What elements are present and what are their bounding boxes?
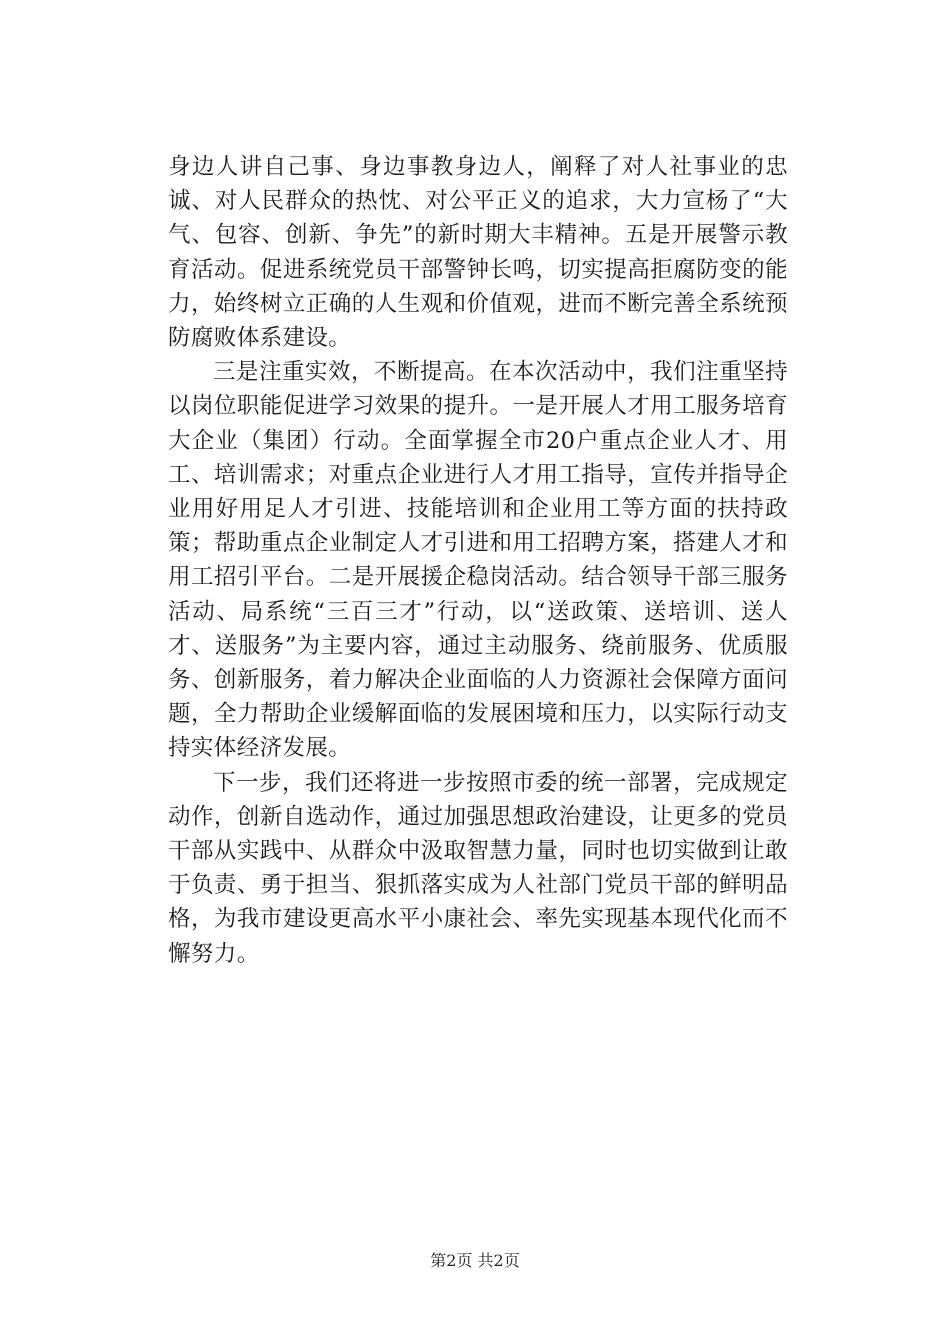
paragraph-continuation: 身边人讲自己事、身边事教身边人，阐释了对人社事业的忠诚、对人民群众的热忱、对公平正义的追求，大力宣杨了“大气、包容、创新、争先”的新时期大丰精神。五是开展警示教育活动。促进系统党员干部警钟长鸣，切实提高拒腐防变的能力，始终树立正确的人生观和价值观，进而不断完善全系统预防腐败体系建设。 bbox=[168, 154, 788, 352]
document-body bbox=[168, 150, 788, 971]
paragraph-section-three: 三是注重实效，不断提高。在本次活动中，我们注重坚持以岗位职能促进学习效果的提升。一是开展人才用工服务培育大企业（集团）行动。全面掌握全市20户重点企业人才、用工、培训需求；对重点企业进行人才用工指导，宣传并指导企业用好用足人才引进、技能培训和企业用工等方面的扶持政策；帮助重点企业制定人才引进和用工招聘方案，搭建人才和用工招引平台。二是开展援企稳岗活动。结合领导干部三服务活动、局系统“三百三才”行动，以“送政策、送培训、送人才、送服务”为主要内容，通过主动服务、绕前服务、优质服务、创新服务，着力解决企业面临的人力资源社会保障方面问题，全力帮助企业缓解面临的发展困境和压力，以实际行动支持实体经济发展。 bbox=[168, 359, 788, 762]
page-number-footer: 第2页 共2页 bbox=[430, 1251, 520, 1270]
paragraph-next-steps: 下一步，我们还将进一步按照市委的统一部署，完成规定动作，创新自选动作，通过加强思想政治建设，让更多的党员干部从实践中、从群众中汲取智慧力量，同时也切实做到让敢于负责、勇于担当、狠抓落实成为人社部门党员干部的鲜明品格，为我市建设更高水平小康社会、率先实现基本现代化而不懈努力。 bbox=[168, 769, 788, 967]
